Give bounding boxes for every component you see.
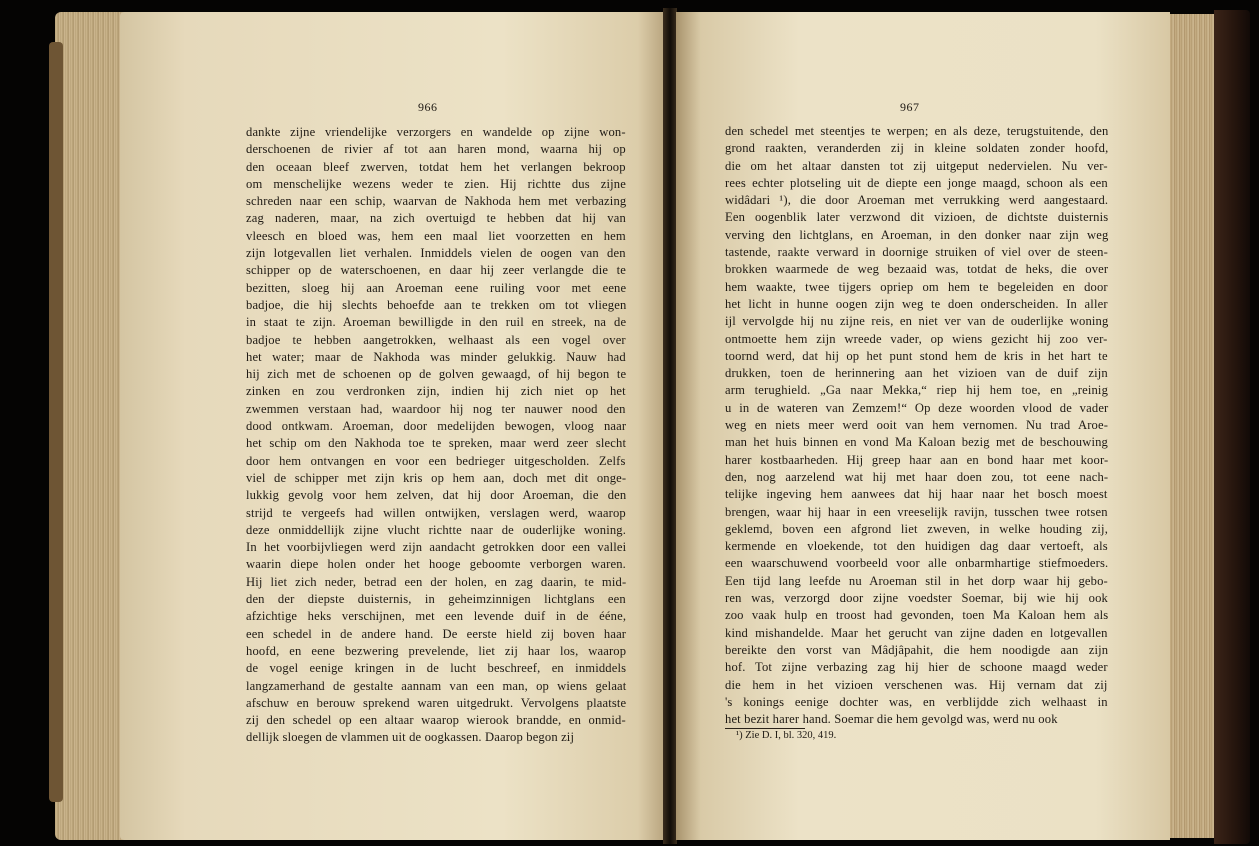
text-line: u in de wateren van Zemzem!“ Op deze woorden vlood de vader <box>725 400 1109 415</box>
text-line: verving den lichtglans, en Aroeman, in den donker naar zijn weg <box>725 227 1109 242</box>
text-line: door hem ontvangen en voor een bedrieger uitgescholden. Zelfs <box>246 453 626 468</box>
text-line: die hem in het vizioen verschenen was. Hij vernam dat zij <box>725 677 1108 692</box>
text-line: badjoe te hebben aangetrokken, welhaast als een vogel over <box>246 332 626 347</box>
book-cover-right <box>1214 10 1250 844</box>
text-line: om menschelijke wezens weder te zien. Hij richtte dus zijne <box>246 176 626 191</box>
text-line: man het huis binnen en vond Ma Kaloan bezig met de beschouwing <box>725 435 1108 450</box>
left-page-number: 966 <box>418 100 438 114</box>
text-line: dood ontkwam. Aroeman, door medelijden bewogen, vloog naar <box>246 419 627 434</box>
text-line: toornd werd, dat hij op het punt stond hem de kris in het hart te <box>725 348 1108 363</box>
text-line: hoofd, en eene bezwering prevelende, liet zij haar los, waarop <box>246 643 627 658</box>
text-line: zoo vaak hulp en troost had gevonden, toen Ma Kaloan hem als <box>725 608 1109 623</box>
text-line: dellijk sloegen de vlammen uit de oogkassen. Daarop begon zij <box>246 730 575 745</box>
text-line: viel de schipper met zijn kris op hem aan, doch met dit onge- <box>246 470 627 485</box>
text-line: badjoe, die hij slechts behoefde aan te trekken om tot vliegen <box>246 297 627 312</box>
text-line: het schip om den Nakhoda toe te spreken, maar werd zeer slecht <box>246 436 627 451</box>
text-line: hof. Tot zijne verbazing zag hij hier de schoone maagd weder <box>725 660 1108 675</box>
text-line: In het voorbijvliegen werd zijn aandacht getrokken door een vallei <box>246 540 627 555</box>
text-line: Hij liet zich neder, betrad een der holen, en zag daarin, te mid- <box>246 574 627 589</box>
text-line: ijl vervolgde hij nu zijne reis, en niet ver van de ouderlijke woning <box>725 314 1109 329</box>
text-line: zwemmen verstaan had, waardoor hij nog ter nauwer nood den <box>246 401 626 416</box>
text-line: de vogel eenige kringen in de lucht beschreef, en inmiddels <box>246 661 627 676</box>
text-line: het water; maar de Nakhoda was minder gelukkig. Nauw had <box>246 349 626 364</box>
text-line: ontmoette hem zijn wreede vader, op wiens gezicht hij zoo ver- <box>725 331 1108 346</box>
text-line: het bezit harer hand. Soemar die hem gevolgd was, werd nu ook <box>725 712 1058 727</box>
text-line: Een oogenblik later verzwond dit vizioen, de dichtste duisternis <box>725 210 1109 225</box>
text-line: zinken en zou verdronken zijn, indien hij zich niet op het <box>246 384 626 399</box>
text-line: dankte zijne vriendelijke verzorgers en wandelde op zijne won- <box>246 125 626 139</box>
text-line: derschoenen de rivier af tot aan haren mond, waarna hij op <box>246 142 626 157</box>
text-line: bereikte den vorst van Mâdjâpahit, die hem noodigde aan zijn <box>725 642 1109 657</box>
text-line: den oceaan bleef zwerven, totdat hem het verlangen bekroop <box>246 159 626 174</box>
text-line: geklemd, boven een afgrond liet zweven, in welke houding zij, <box>725 521 1108 536</box>
text-line: een schedel in de andere hand. De eerste hield zij boven haar <box>246 626 627 641</box>
text-line: widâdari ¹), die door Aroeman met verrukking werd aangestaard. <box>725 193 1109 208</box>
footnote: ¹) Zie D. I, bl. 320, 419. <box>736 730 837 741</box>
book-gutter <box>663 8 677 844</box>
text-line: brengen, waar hij haar in een vreeselijk ravijn, tusschen twee rotsen <box>725 504 1108 519</box>
text-line: den, nog aarzelend wat hij met haar doen zou, tot eene nach- <box>725 469 1109 484</box>
text-line: het licht in hunne oogen zijn weg te doen onderscheiden. In aller <box>725 296 1108 311</box>
left-page-body <box>246 124 626 747</box>
text-line: hij zich met de schoenen op de golven gewaagd, of hij begon te <box>246 367 627 382</box>
text-line: waarin diepe holen onder het hooge geboomte verborgen waren. <box>246 557 626 572</box>
text-line: den der diepste duisternis, in geheimzinnigen lichtglans een <box>246 592 626 607</box>
text-line: een waarschuwend voorbeeld voor alle onbarmhartige stiefmoeders. <box>725 556 1109 571</box>
text-line: zij den schedel op een altaar waarop wierook brandde, en onmid- <box>246 713 626 728</box>
text-line: rees echter plotseling uit de diepte een jonge maagd, schoon als een <box>725 175 1108 190</box>
text-line: kind mishandelde. Maar het gerucht van zijne daden en lotgevallen <box>725 625 1108 640</box>
text-line: die om het altaar dansten tot zij uitgeput nedervielen. Nu ver- <box>725 158 1108 173</box>
text-line: grond raakten, veranderden zij in kleine soldaten zonder hoofd, <box>725 141 1109 156</box>
text-line: deze onmiddellijk zijne vlucht richtte naar de ouderlijke woning. <box>246 522 627 537</box>
text-line: lukkig gevolg voor hem zelven, dat hij door Aroeman, die den <box>246 488 627 503</box>
right-page-body <box>725 123 1108 728</box>
text-line: afzichtige heks verschijnen, met een levende duif in de ééne, <box>246 609 627 624</box>
text-line: bezitten, sloeg hij aan Aroeman eene ruiling voor met eene <box>246 280 627 295</box>
text-line: weg en niets meer werd ooit van hem vernomen. Nu trad Aroe- <box>725 418 1109 433</box>
text-line: den schedel met steentjes te werpen; en als deze, terugstuitende, den <box>725 124 1109 138</box>
text-line: kermende en vloekende, tot den huidigen dag daar vertoeft, als <box>725 539 1108 554</box>
right-page <box>676 12 1170 840</box>
text-line: vleesch en bloed was, hem een maal liet voorzetten en hem <box>246 228 626 243</box>
text-line: schipper op de waterschoenen, en daar hij zeer verlangde die te <box>246 263 626 278</box>
text-line: in staat te zijn. Aroeman bewilligde in den ruil en streek, na de <box>246 315 627 330</box>
text-line: ren was, verzorgd door zijne voedster Soemar, bij wie hij ook <box>725 591 1108 606</box>
text-line: langzamerhand de gestalte aannam van een man, op wiens gelaat <box>246 678 627 693</box>
text-line: zag naderen, maar, na zich overtuigd te hebben dat hij van <box>246 211 626 226</box>
text-line: Een tijd lang leefde nu Aroeman stil in het dorp waar hij gebo- <box>725 573 1108 588</box>
text-line: drukken, toen de herinnering aan het vizioen van de duif zijn <box>725 366 1108 381</box>
text-line: brokken waarmede de weg bezaaid was, totdat de heks, die over <box>725 262 1109 277</box>
text-line: strijd te vergeefs had willen ontwijken, verslagen werd, waarop <box>246 505 626 520</box>
text-line: arm terughield. „Ga naar Mekka,“ riep hij hem toe, en „reinig <box>725 383 1109 398</box>
right-page-number: 967 <box>900 100 920 114</box>
text-line: 's konings eenige dochter was, en verblijdde zich welhaast in <box>725 694 1108 709</box>
text-line: tastende, raakte verward in doornige struiken of viel over de steen- <box>725 245 1108 260</box>
text-line: schreden naar een schip, waarvan de Nakhoda hem met verbazing <box>246 194 627 209</box>
text-line: zijn lotgevallen liet verhalen. Inmiddels vielen de oogen van den <box>246 246 626 261</box>
text-line: afschuw en berouw sprekend waren uitgedrukt. Vervolgens plaatste <box>246 695 627 710</box>
footnote-rule <box>725 728 805 729</box>
text-line: telijke ingeving hem aanwees dat hij haar naar het bosch moest <box>725 487 1108 502</box>
text-line: hem waakte, twee tijgers opriep om hem te begeleiden en door <box>725 279 1108 294</box>
left-page <box>120 12 665 840</box>
text-line: harer kostbaarheden. Hij greep haar aan en bond haar met koor- <box>725 452 1109 467</box>
